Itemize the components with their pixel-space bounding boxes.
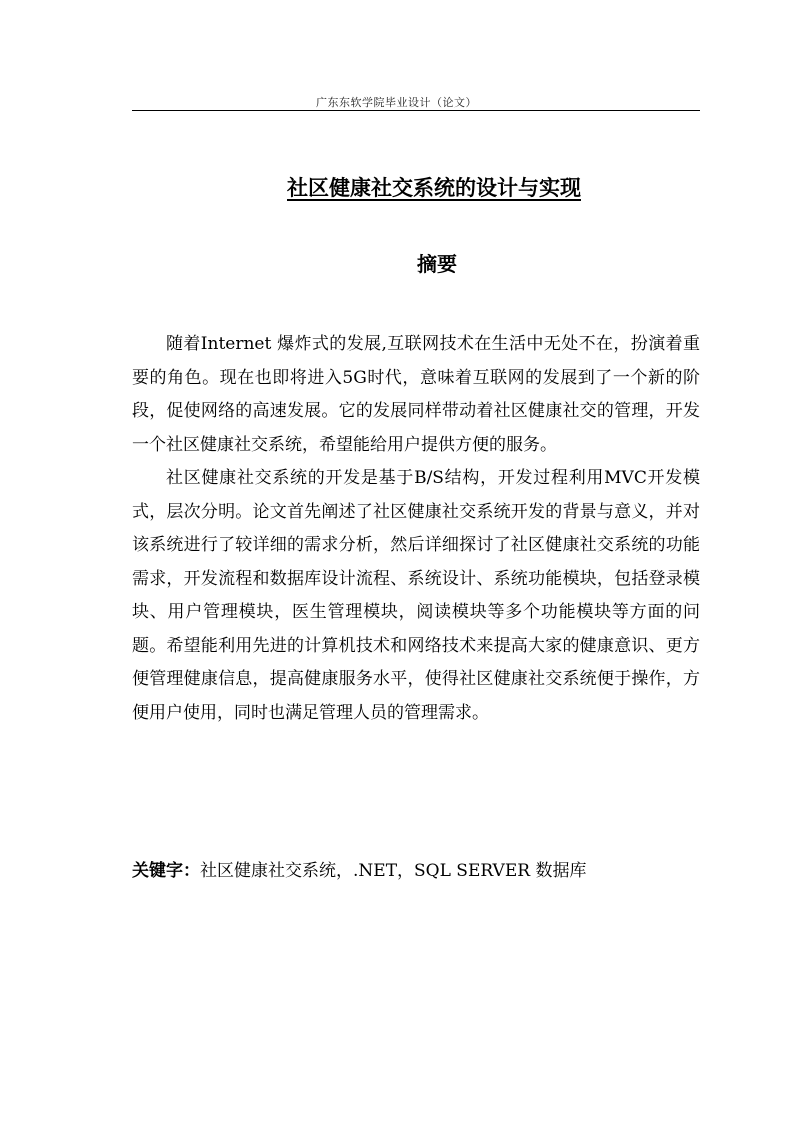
abstract-body — [132, 328, 700, 730]
keywords-line — [132, 856, 700, 886]
abstract-paragraph-1: 随着Internet 爆炸式的发展,互联网技术在生活中无处不在，扮演着重要的角色。现在也即将进入5G时代，意味着互联网的发展到了一个新的阶段，促使网络的高速发展。它的发展同样带动着社区健康社交的管理，开发一个社区健康社交系统，希望能给用户提供方便的服务。 — [132, 334, 700, 455]
keywords-label: 关键字： — [132, 861, 200, 881]
keywords-value: 社区健康社交系统，.NET，SQL SERVER 数据库 — [200, 861, 587, 881]
abstract-paragraph-2: 社区健康社交系统的开发是基于B/S结构，开发过程利用MVC开发模式，层次分明。论文首先阐述了社区健康社交系统开发的背景与意义，并对该系统进行了较详细的需求分析，然后详细探讨了社区健康社交系统的功能需求，开发流程和数据库设计流程、系统设计、系统功能模块，包括登录模块、用户管理模块，医生管理模块，阅读模块等多个功能模块等方面的问题。希望能利用先进的计算机技术和网络技术来提高大家的健康意识、更方便管理健康信息，提高健康服务水平，使得社区健康社交系统便于操作，方便用户使用，同时也满足管理人员的管理需求。 — [132, 468, 700, 723]
document-title: 社区健康社交系统的设计与实现 — [287, 176, 581, 200]
abstract-heading: 摘要 — [417, 252, 457, 276]
header-divider — [132, 110, 700, 111]
running-header: 广东东软学院毕业设计（论文） — [316, 96, 477, 109]
